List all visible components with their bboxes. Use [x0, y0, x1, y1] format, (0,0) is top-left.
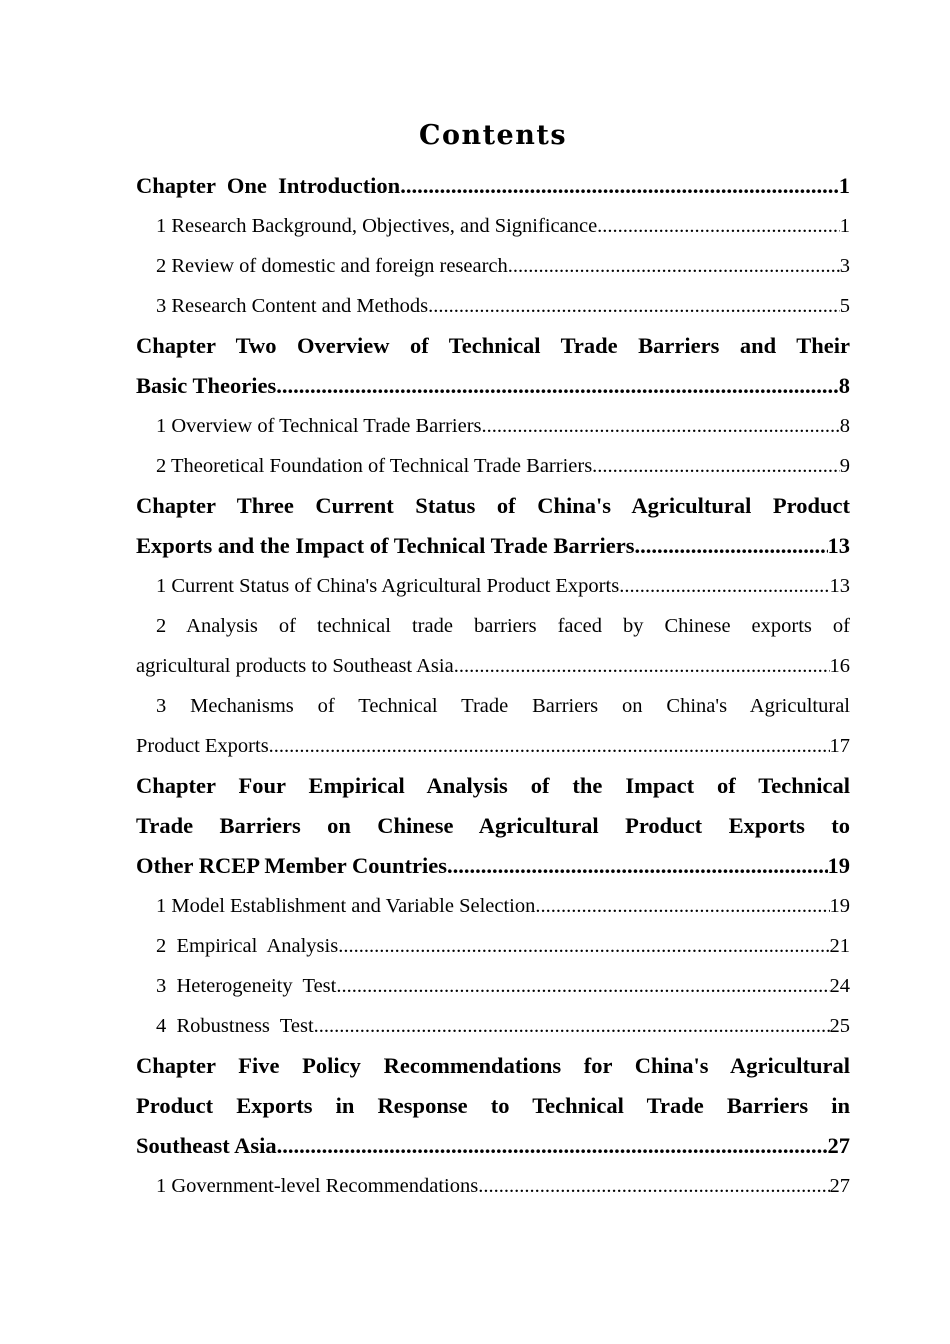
toc-entry-title: agricultural products to Southeast Asia	[136, 655, 454, 677]
toc-entry-title: 1 Research Background, Objectives, and Significance	[156, 215, 598, 237]
toc-section-entry[interactable]	[136, 1166, 850, 1206]
toc-entry-line: Chapter Five Policy Recommendations for China's Agricultural	[136, 1053, 850, 1078]
dot-leader	[447, 846, 827, 886]
toc-entry-title: 3 Heterogeneity Test	[156, 975, 337, 997]
dot-leader	[482, 406, 840, 446]
toc-page-number: 25	[829, 1015, 850, 1037]
toc-entry-row	[136, 366, 850, 406]
toc-entry-title: 2 Empirical Analysis	[156, 935, 339, 957]
toc-section-entry[interactable]	[136, 886, 850, 926]
toc-entry-line: 2 Analysis of technical trade barriers faced by Chinese exports of	[156, 615, 850, 637]
toc-chapter-entry[interactable]	[136, 766, 850, 886]
toc-entry-row	[136, 726, 850, 766]
dot-leader	[428, 286, 840, 326]
toc-entry-title: 2 Theoretical Foundation of Technical Trade Barriers	[156, 455, 593, 477]
dot-leader	[400, 166, 839, 206]
toc-page-number: 3	[839, 255, 850, 277]
dot-leader	[592, 446, 840, 486]
page-title: Contents	[418, 120, 568, 151]
toc-page-number: 27	[829, 1175, 850, 1197]
toc-entry-row	[136, 206, 850, 246]
toc-page-number: 17	[829, 735, 850, 757]
toc-entry-line: Product Exports in Response to Technical Trade Barriers in	[136, 1093, 850, 1118]
dot-leader	[276, 366, 839, 406]
toc-chapter-entry[interactable]	[136, 326, 850, 406]
toc-entry-row	[136, 406, 850, 446]
toc-section-entry[interactable]	[136, 406, 850, 446]
toc-entry-title: 3 Research Content and Methods	[156, 295, 429, 317]
toc-entry-title: Basic Theories	[136, 373, 277, 398]
toc-section-entry[interactable]	[136, 446, 850, 486]
dot-leader	[277, 1126, 828, 1166]
toc-entry-title: Southeast Asia	[136, 1133, 277, 1158]
dot-leader	[597, 206, 840, 246]
toc-chapter-entry[interactable]	[136, 486, 850, 566]
toc-page-number: 1	[839, 215, 850, 237]
toc-section-entry[interactable]	[136, 606, 850, 686]
toc-entry-title: 1 Government-level Recommendations	[156, 1175, 479, 1197]
toc-entry-title: Other RCEP Member Countries	[136, 853, 448, 878]
toc-section-entry[interactable]	[136, 926, 850, 966]
toc-entry-title: 4 Robustness Test	[156, 1015, 314, 1037]
toc-entry-title: Product Exports	[136, 735, 269, 757]
toc-entry-line: 3 Mechanisms of Technical Trade Barriers on China's Agricultural	[156, 695, 850, 717]
toc-entry-title: 1 Current Status of China's Agricultural Product Exports	[156, 575, 620, 597]
dot-leader	[619, 566, 829, 606]
toc-page-number: 16	[829, 655, 850, 677]
dot-leader	[478, 1166, 829, 1206]
toc-entry-row	[136, 1166, 850, 1206]
toc-chapter-entry[interactable]	[136, 166, 850, 206]
dot-leader	[454, 646, 830, 686]
dot-leader	[635, 526, 828, 566]
toc-section-entry[interactable]	[136, 566, 850, 606]
toc-entry-line: Chapter Four Empirical Analysis of the Impact of Technical	[136, 773, 850, 798]
toc-entry-line: Chapter Two Overview of Technical Trade Barriers and Their	[136, 333, 850, 358]
dot-leader	[338, 926, 829, 966]
toc-chapter-entry[interactable]	[136, 1046, 850, 1166]
toc-entry-title: 1 Overview of Technical Trade Barriers	[156, 415, 482, 437]
toc-entry-row	[136, 526, 850, 566]
toc-page-number: 13	[829, 575, 850, 597]
toc-section-entry[interactable]	[136, 286, 850, 326]
toc-entry-row	[136, 1126, 850, 1166]
toc-page-number: 19	[827, 853, 850, 878]
toc-page-number: 8	[839, 415, 850, 437]
dot-leader	[535, 886, 829, 926]
toc-page-number: 5	[839, 295, 850, 317]
toc-entry-row	[136, 286, 850, 326]
toc-page-number: 24	[829, 975, 850, 997]
toc-page-number: 8	[838, 373, 850, 398]
toc-entry-row	[136, 926, 850, 966]
toc-page-number: 19	[829, 895, 850, 917]
toc-section-entry[interactable]	[136, 966, 850, 1006]
table-of-contents	[136, 166, 850, 1206]
toc-entry-row	[136, 886, 850, 926]
toc-entry-row	[136, 846, 850, 886]
toc-entry-title: 2 Review of domestic and foreign research	[156, 255, 508, 277]
toc-entry-title: Exports and the Impact of Technical Trade Barriers	[136, 533, 635, 558]
dot-leader	[508, 246, 840, 286]
toc-entry-line: Trade Barriers on Chinese Agricultural Product Exports to	[136, 813, 850, 838]
toc-entry-title: 1 Model Establishment and Variable Selection	[156, 895, 536, 917]
toc-section-entry[interactable]	[136, 686, 850, 766]
toc-page-number: 1	[838, 173, 850, 198]
toc-section-entry[interactable]	[136, 246, 850, 286]
dot-leader	[314, 1006, 830, 1046]
toc-entry-row	[136, 646, 850, 686]
dot-leader	[336, 966, 829, 1006]
toc-entry-row	[136, 446, 850, 486]
dot-leader	[269, 726, 830, 766]
toc-entry-row	[136, 166, 850, 206]
toc-entry-row	[136, 246, 850, 286]
toc-entry-row	[136, 566, 850, 606]
toc-entry-row	[136, 966, 850, 1006]
toc-page-number: 9	[839, 455, 850, 477]
toc-entry-title: Chapter One Introduction	[136, 173, 401, 198]
toc-section-entry[interactable]	[136, 1006, 850, 1046]
toc-page-number: 21	[829, 935, 850, 957]
toc-page-number: 27	[827, 1133, 850, 1158]
toc-entry-line: Chapter Three Current Status of China's Agricultural Product	[136, 493, 850, 518]
toc-page-number: 13	[827, 533, 850, 558]
toc-section-entry[interactable]	[136, 206, 850, 246]
toc-entry-row	[136, 1006, 850, 1046]
